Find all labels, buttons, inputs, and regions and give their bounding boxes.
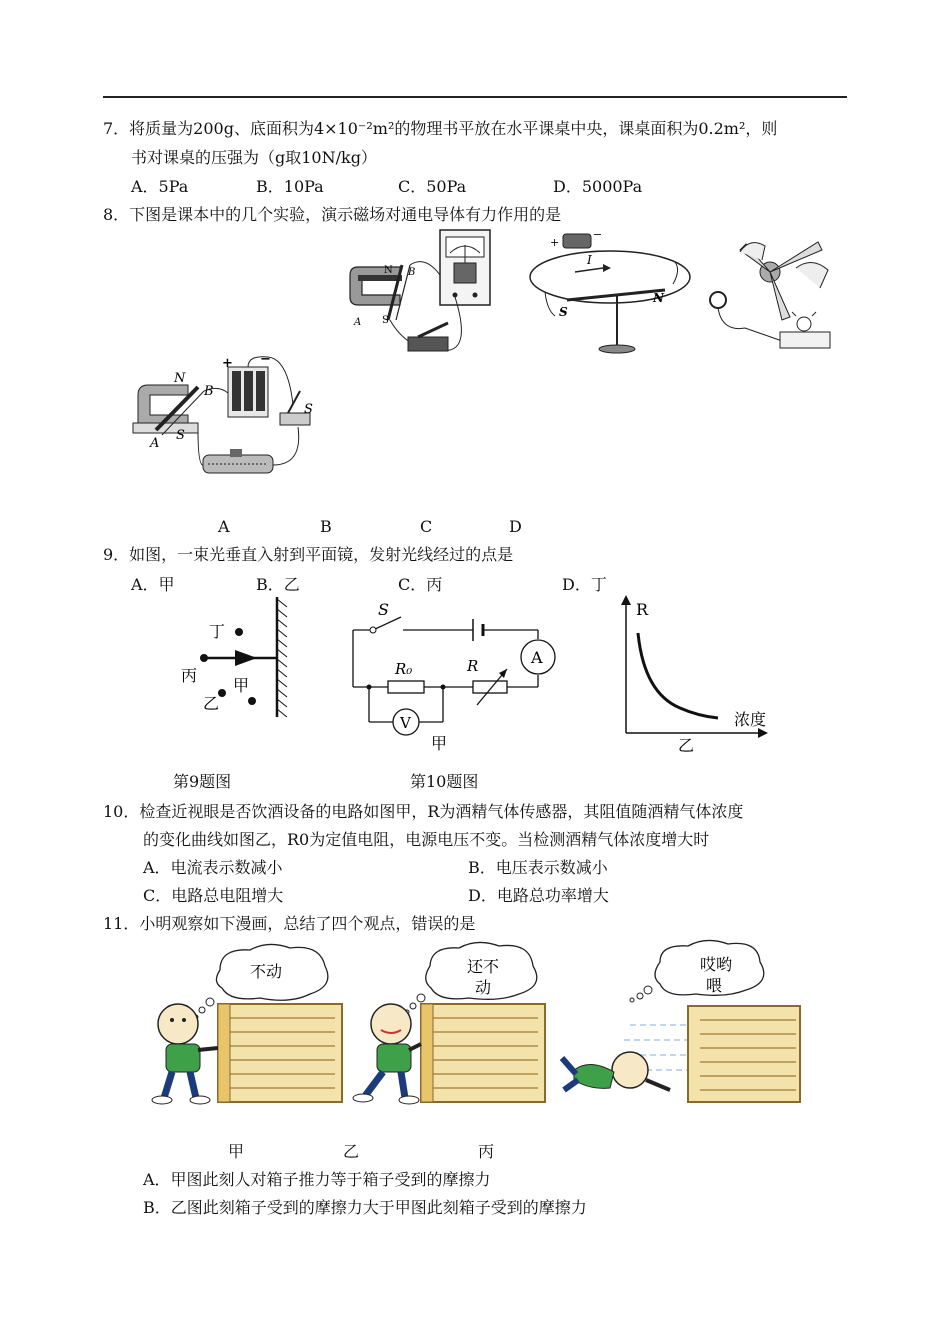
label-voltmeter: V [400,714,411,732]
graph-y-label: R [636,600,649,619]
q9-option-d: D．丁 [562,575,607,594]
fig-d-minus: − [260,352,271,367]
q11-stem: 11．小明观察如下漫画，总结了四个观点，错误的是 [103,914,476,933]
bubble-text-bing-2: 喂 [706,976,723,995]
q9-option-b: B．乙 [256,575,300,594]
q10-option-b: B．电压表示数减小 [468,858,608,877]
q11-option-b: B．乙图此刻箱子受到的摩擦力大于甲图此刻箱子受到的摩擦力 [143,1198,587,1217]
q10-option-d: D．电路总功率增大 [468,886,609,905]
boy-head-icon [371,1004,411,1044]
graph-curve [638,633,718,718]
point-yi [218,689,226,697]
label-bing: 丙 [181,666,198,685]
q8-label-a: A [218,517,230,536]
fig-d-label-s: S [176,428,185,443]
q9-option-c: C．丙 [398,575,443,594]
bubble-text-jia: 不动 [250,962,283,981]
boy-head-icon [612,1052,648,1088]
point-ding [235,628,243,636]
q7-option-d: D．5000Pa [553,177,643,196]
q8-figure-b [525,222,695,362]
fig-d-label-a: A [150,436,160,451]
fig-d-label-switch: S [304,402,313,417]
fig-d-label-b: B [204,384,214,399]
fig-b-minus: − [593,228,603,241]
q11-label-jia: 甲 [228,1142,245,1161]
q8-label-c: C [420,517,433,536]
q7-line2: 书对课桌的压强为（g取10N/kg） [131,148,377,167]
lamp-board-icon [780,332,830,348]
fig-d-plus: + [222,356,233,371]
resistor-r [473,681,507,693]
q10-circuit-figure [345,597,565,757]
q8-figure-a [340,225,515,360]
crate-icon [218,1004,342,1102]
switch-icon [408,337,448,351]
point-jia [248,697,256,705]
q11-cartoon-yi [355,940,555,1110]
q7-option-b: B．10Pa [256,177,324,196]
q11-option-a: A．甲图此刻人对箱子推力等于箱子受到的摩擦力 [143,1170,491,1189]
fig-a-label-a: A [354,317,362,328]
q10-option-c: C．电路总电阻增大 [143,886,284,905]
fig-a-label-s: S [382,315,389,326]
q9-caption: 第9题图 [173,772,232,791]
q8-label-b: B [320,517,332,536]
bulb-icon [797,317,811,331]
q10-line1: 10．检查近视眼是否饮酒设备的电路如图甲，R为酒精气体传感器，其阻值随酒精气体浓度 [103,802,744,821]
fig-b-label-n: N [653,291,664,305]
q9-mirror-figure [175,595,295,725]
q8-figure-d [128,352,328,490]
header-rule [103,96,847,98]
q7-option-a: A．5Pa [131,177,189,196]
graph-label-yi: 乙 [678,736,695,755]
fig-a-label-b: B [408,267,416,278]
label-r0: R₀ [395,660,413,678]
label-circuit-jia: 甲 [431,734,448,753]
fig-d-label-n: N [174,371,186,386]
q11-cartoon-bing [560,940,810,1110]
label-ding: 丁 [209,622,226,641]
q11-label-bing: 丙 [478,1142,495,1161]
label-ammeter: A [531,648,543,667]
bubble-text-yi-1: 还不 [467,957,500,976]
resistor-r0 [388,681,424,693]
q7-option-c: C．50Pa [398,177,467,196]
q11-cartoon-jia [150,940,350,1110]
crate-icon [421,1004,545,1102]
graph-x-label: 浓度 [734,710,767,729]
q10-graph-figure [610,593,780,753]
fig-b-label-s: S [559,305,568,319]
q7-line1: 7．将质量为200g、底面积为4×10⁻²m²的物理书平放在水平课桌中央，课桌面积为0.2m²，则 [103,119,778,138]
q9-option-a: A．甲 [131,575,175,594]
q10-option-a: A．电流表示数减小 [143,858,283,877]
q10-caption: 第10题图 [410,772,479,791]
q11-label-yi: 乙 [343,1142,360,1161]
label-s: S [378,600,389,619]
fig-b-current-i: I [587,253,592,267]
bubble-text-yi-2: 动 [475,978,492,997]
fig-a-label-n: N [384,265,393,276]
label-jia: 甲 [233,676,250,695]
bubble-text-bing-1: 哎哟 [700,955,733,974]
boy-head-icon [158,1004,198,1044]
point-bing [200,654,208,662]
q8-figure-c [700,232,850,357]
label-yi: 乙 [203,694,220,713]
q8-label-d: D [509,517,522,536]
battery-icon [563,234,591,248]
label-r: R [467,657,479,675]
fig-b-plus: + [550,236,560,249]
q10-line2: 的变化曲线如图乙，R0为定值电阻，电源电压不变。当检测酒精气体浓度增大时 [143,830,710,849]
q8-stem: 8．下图是课本中的几个实验，演示磁场对通电导体有力作用的是 [103,205,562,224]
q9-stem: 9．如图，一束光垂直入射到平面镜，发射光线经过的点是 [103,545,514,564]
